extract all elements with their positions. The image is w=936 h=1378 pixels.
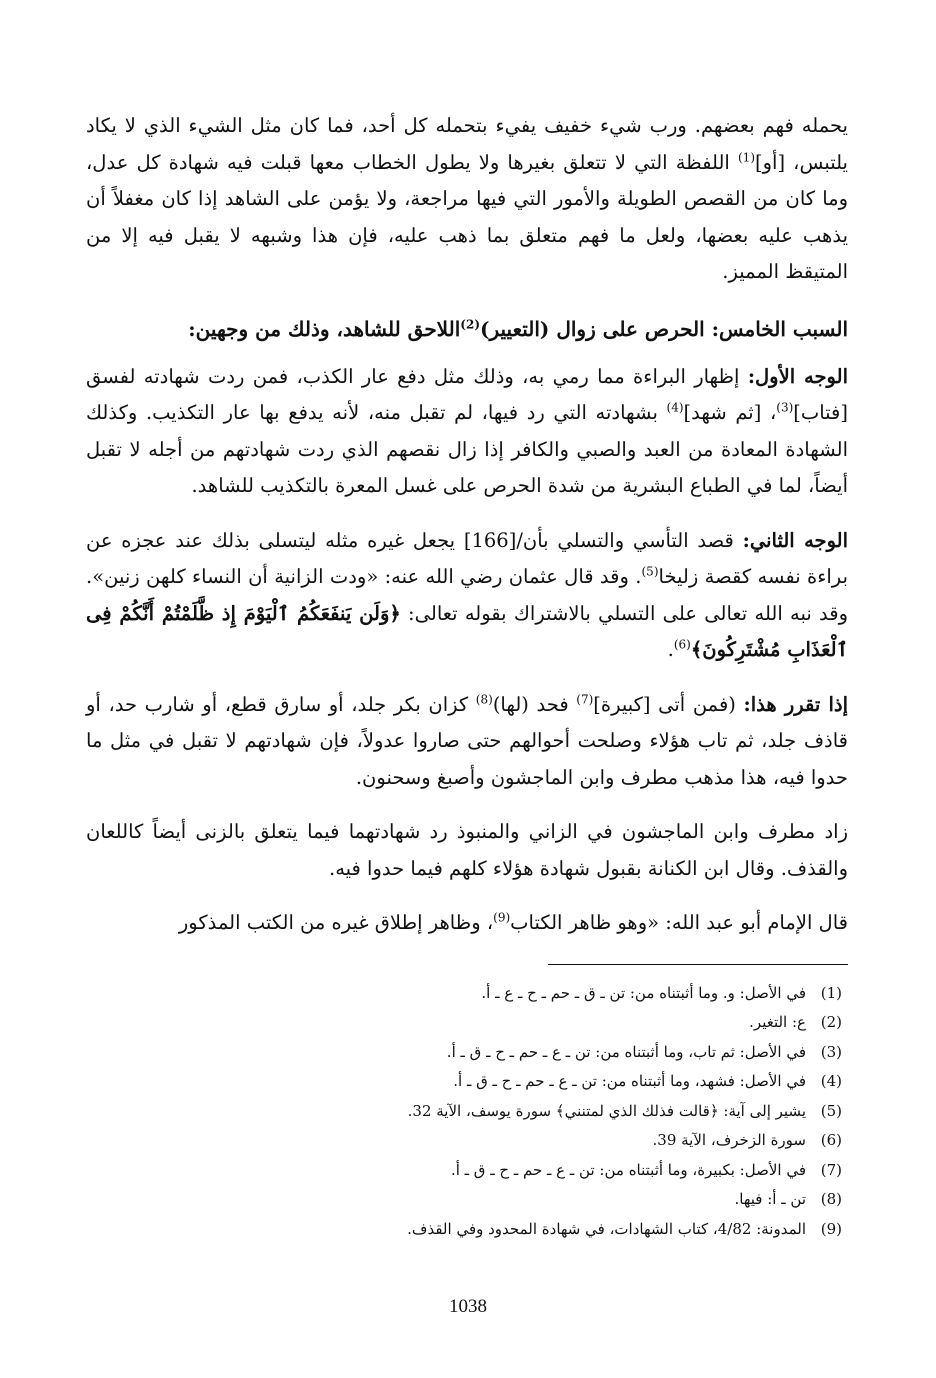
- footnote-ref[interactable]: (4): [666, 400, 684, 415]
- footnote-number: (3): [820, 1042, 842, 1061]
- footnote-item: [86, 1126, 842, 1156]
- page-number: 1038: [449, 1296, 487, 1317]
- section-heading: [86, 311, 848, 347]
- footnote-number: (8): [820, 1190, 842, 1208]
- paragraph-text: .: [667, 638, 674, 661]
- footnote-item: [86, 979, 842, 1009]
- paragraph-imam-quote: [86, 905, 848, 942]
- paragraph-text: يحمله فهم بعضهم. ورب شيء خفيف يفيء بتحمله كل أحد، فما كان مثل الشيء الذي لا يكاد يلتبس، [أو]: [86, 114, 848, 174]
- footnote-number: (9): [820, 1219, 842, 1238]
- quran-verse: ﴿وَلَن يَنفَعَكُمُ ٱلْيَوْمَ إِذ ظَّلَمْتُمْ أَنَّكُمْ فِى ٱلْعَذَابِ مُشْتَرِكُونَ﴾: [86, 601, 848, 661]
- paragraph-ruling: [86, 687, 848, 797]
- paragraph-text: بشهادته التي رد فيها، لم تقبل منه، لأنه يدفع بها عار التكذيب. وكذلك الشهادة المعادة من العبد والصبي والكافر إذا زال نقصهم الذي ردت شهادتهم من أجله لا تقبل أيضاً، لما في الطباع البشرية من شدة الحرص على غسل المعرة بالتكذيب للشاهد.: [86, 401, 848, 497]
- footnote-text: يشير إلى آية: ﴿قالت فذلك الذي لمتنني﴾ سورة يوسف، الآية 32.: [407, 1101, 806, 1120]
- footnote-number: (4): [820, 1072, 842, 1090]
- footnote-number: (7): [820, 1160, 842, 1179]
- footnote-number: (5): [820, 1101, 842, 1120]
- footnote-item: [86, 1215, 842, 1245]
- paragraph-text: ، وظاهر إطلاق غيره من الكتب المذكور: [178, 911, 494, 934]
- paragraph-second-aspect: [86, 523, 848, 669]
- footnote-ref[interactable]: (5): [641, 564, 659, 579]
- footnote-text: في الأصل: و. وما أثبتناه من: تن ـ ق ـ حم ـ ح ـ ع ـ أ.: [481, 983, 806, 1002]
- paragraph-testimony-clarity: [86, 108, 848, 291]
- footnote-item: [86, 1156, 842, 1186]
- footnote-item: [86, 1185, 842, 1215]
- heading-text: اللاحق للشاهد، وذلك من وجهين:: [188, 316, 461, 341]
- footnote-text: ع: التغير.: [749, 1013, 806, 1031]
- footnote-text: المدونة: 4/82، كتاب الشهادات، في شهادة المحدود وفي القذف.: [407, 1219, 806, 1238]
- paragraph-text: (فمن أتى [كبيرة]: [593, 692, 744, 716]
- footnotes-list: [86, 979, 842, 1245]
- paragraph-first-aspect: [86, 359, 848, 505]
- footnote-ref[interactable]: (8): [475, 692, 493, 706]
- footnote-item: [86, 1097, 842, 1127]
- footnote-ref[interactable]: (6): [673, 637, 691, 652]
- footnote-number: (2): [820, 1013, 842, 1031]
- paragraph-text: كزان بكر جلد، أو سارق قطع، أو شارب حد، أو قاذف جلد، ثم تاب هؤلاء وصلحت أحوالهم حتى صاروا عدولاً، فإن شهادتهم لا تقبل في مثل ما حدوا فيه، هذا مذهب مطرف وابن الماجشون وأصبغ وسحنون.: [86, 692, 848, 789]
- footnote-item: [86, 1008, 842, 1038]
- paragraph-addition: زاد مطرف وابن الماجشون في الزاني والمنبوذ رد شهادتهما فيما يتعلق بالزنى أيضاً كاللعان والقذف. وقال ابن الكنانة بقبول شهادة هؤلاء كلهم فيما حدوا فيه.: [86, 820, 848, 880]
- heading-text: السبب الخامس: الحرص على زوال (التعيير): [480, 316, 848, 341]
- footnote-ref[interactable]: (1): [737, 150, 755, 164]
- paragraph-lead: الوجه الأول:: [747, 364, 848, 388]
- footnote-text: تن ـ أ: فيها.: [734, 1190, 806, 1208]
- footnote-ref[interactable]: (3): [776, 400, 794, 415]
- footnote-number: (6): [820, 1131, 842, 1149]
- paragraph-lead: الوجه الثاني:: [742, 528, 849, 552]
- paragraph-text: فحد (لها): [492, 692, 577, 716]
- paragraph-text: قال الإمام أبو عبد الله: «وهو ظاهر الكتاب: [510, 911, 848, 934]
- paragraph-lead: إذا تقرر هذا:: [743, 692, 849, 716]
- footnote-ref[interactable]: (7): [576, 692, 594, 706]
- footnote-item: [86, 1038, 842, 1068]
- paragraph-text: . وقد قال عثمان رضي الله عنه: «ودت الزانية أن النساء كلهن زنين». وقد نبه الله تعالى على التسلي بالاشتراك بقوله تعالى:: [86, 565, 848, 625]
- footnote-item: [86, 1067, 842, 1097]
- footnote-text: في الأصل: فشهد، وما أثبتناه من: تن ـ ع ـ حم ـ ح ـ ق ـ أ.: [453, 1072, 806, 1090]
- footnote-divider: [548, 964, 848, 965]
- footnote-text: سورة الزخرف، الآية 39.: [652, 1131, 806, 1149]
- footnote-number: (1): [820, 983, 842, 1002]
- paragraph-text: اللفظة التي لا تتعلق بغيرها ولا يطول الخطاب معها قبلت فيه شهادة كل عدل، وما كان من القصص الطويلة والأمور التي فيها مراجعة، ولا يؤمن على الشاهد إذا كان مغفلاً أن يذهب عليه بعضها، ولعل ما فهم متعلق بما ذهب عليه، فإن هذا وشبهه لا يقبل فيه إلا من المتيقظ المميز.: [86, 150, 848, 283]
- paragraph-text: إظهار البراءة مما رمي به، وذلك مثل دفع عار الكذب، فمن ردت شهادته لفسق [فتاب]: [86, 364, 848, 424]
- footnote-text: في الأصل: ثم تاب، وما أثبتناه من: تن ـ ع ـ حم ـ ح ـ ق ـ أ.: [446, 1042, 806, 1061]
- paragraph-text: قصد التأسي والتسلي بأن/[166] يجعل غيره مثله ليتسلى بذلك عند عجزه عن براءة نفسه كقصة زليخا: [86, 528, 848, 588]
- paragraph-text: ، [ثم شهد]: [683, 401, 777, 424]
- footnote-ref[interactable]: (2): [460, 316, 480, 331]
- footnote-text: في الأصل: بكبيرة، وما أثبتناه من: تن ـ ع ـ حم ـ ح ـ ق ـ أ.: [450, 1160, 806, 1179]
- footnote-ref[interactable]: (9): [493, 910, 511, 925]
